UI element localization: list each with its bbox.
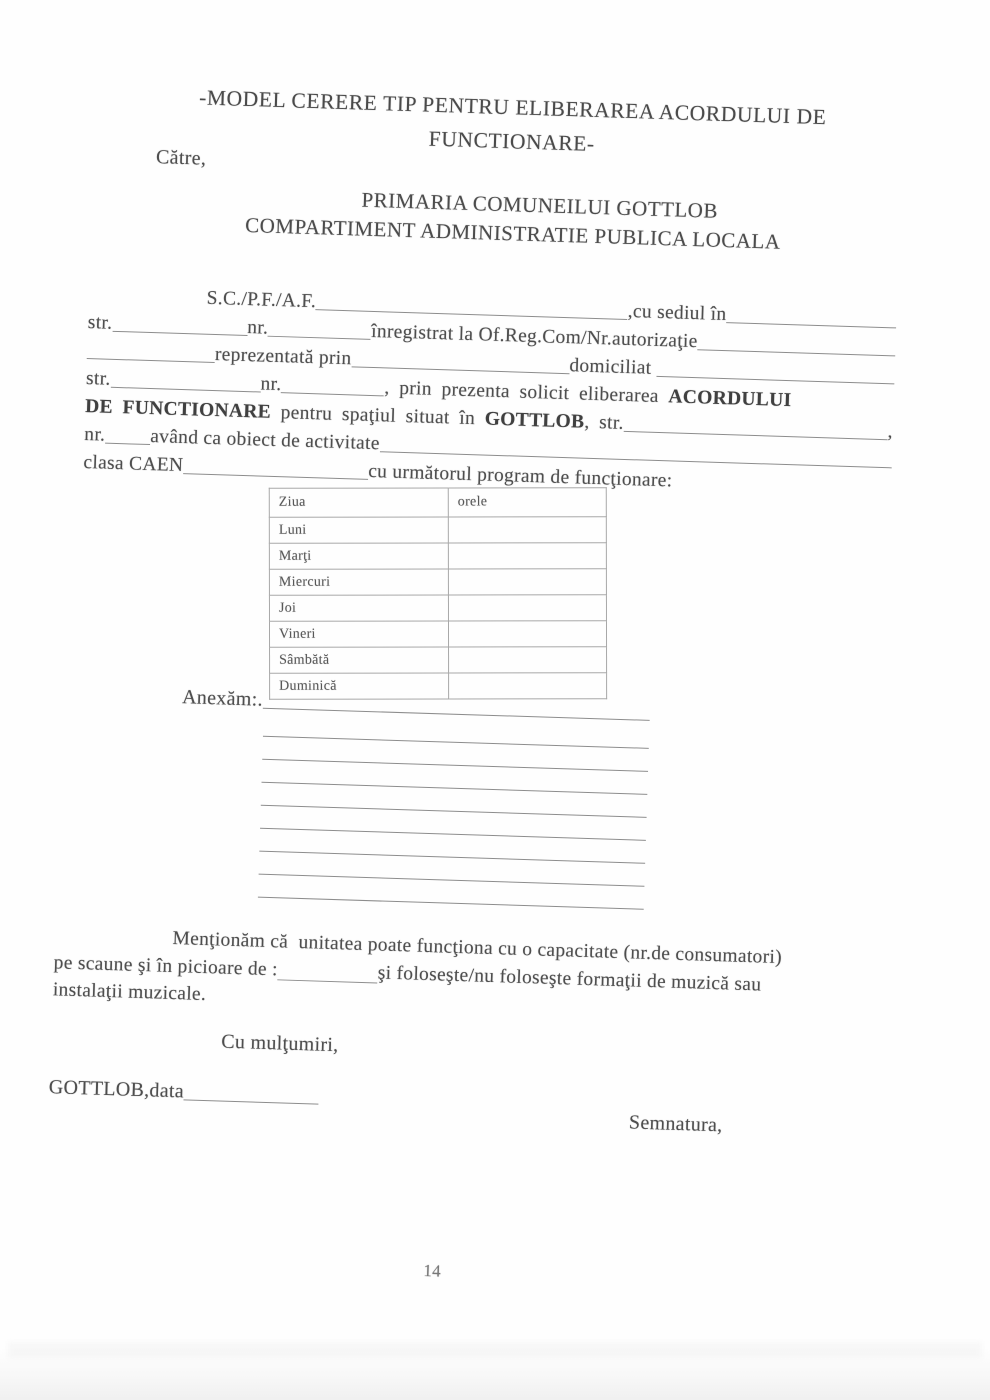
music-text: şi foloseşte/nu foloseşte formaţii de muzică sau (377, 961, 762, 996)
de-functionare-bold-text: DE FUNCTIONARE (84, 396, 272, 423)
hours-cell (449, 647, 607, 673)
place-date-label: GOTTLOB,data (48, 1076, 185, 1103)
capacity-label: pe scaune şi în picioare de : (53, 951, 279, 980)
attachments-blank-lines (258, 714, 650, 910)
day-column-header: Ziua (269, 488, 448, 517)
table-row (270, 647, 607, 674)
table-row (269, 621, 606, 648)
number-label: nr. (246, 317, 269, 339)
street2-blank-field (110, 375, 260, 393)
continuation-blank-field (87, 346, 215, 363)
caen-class-label: clasa CAEN (83, 451, 184, 477)
caen-blank-field (183, 461, 368, 480)
thanks-text: Cu mulţumiri, (220, 1030, 339, 1057)
sediu-label: ,cu sediul în (627, 300, 727, 326)
attachments-label: Anexăm:. (181, 686, 264, 711)
date-blank-field (184, 1087, 319, 1104)
registration-label: înregistrat la Of.Reg.Com/Nr.autorizaţie (370, 320, 698, 353)
acordului-bold-text: ACORDULUI (668, 386, 792, 412)
document-title-line1: -MODEL CERERE TIP PENTRU ELIBERAREA ACORDULUI DE (198, 85, 827, 130)
day-cell: Marţi (269, 543, 448, 569)
document-title-line2: FUNCTIONARE- (428, 126, 596, 156)
scan-artifact-bottom-edge (0, 1348, 990, 1400)
schedule-header-row (269, 488, 606, 518)
hours-cell (448, 621, 606, 647)
day-cell: Joi (269, 595, 448, 621)
signature-label: Semnatura, (628, 1111, 723, 1137)
sediu-blank-field (726, 310, 896, 328)
mention-paragraph (52, 921, 874, 1029)
recipient-line2: COMPARTIMENT ADMINISTRATIE PUBLICA LOCALA (244, 212, 781, 254)
schedule-table (269, 487, 607, 700)
table-row (269, 517, 606, 544)
street3-label: , str. (584, 411, 625, 434)
gottlob-bold-text: GOTTLOB (484, 408, 585, 433)
street-label: str. (87, 312, 113, 334)
mention-line1: Menţionăm că unitatea poate funcţiona cu o capacitate (nr.de consumatori) (172, 928, 783, 969)
day-cell: Miercuri (269, 569, 448, 595)
capacity-blank-field (277, 967, 377, 983)
recipient-line1: PRIMARIA COMUNEILUI GOTTLOB (361, 187, 719, 223)
trailing-comma: , (887, 421, 894, 443)
hours-cell (448, 595, 606, 621)
form-paragraph (83, 278, 897, 499)
request-text: , prin prezenta solicit eliberarea (384, 377, 669, 408)
document-content (34, 81, 953, 1368)
day-cell: Duminică (270, 673, 449, 699)
located-in-text: pentru spaţiul situat în (270, 401, 486, 430)
represented-by-label: reprezentată prin (214, 344, 352, 370)
place-date-row (48, 1073, 339, 1108)
domicile-label: domiciliat (569, 355, 657, 379)
street2-label: str. (85, 368, 111, 390)
number2-label: nr. (260, 373, 282, 396)
mention-line3: instalaţii muzicale. (52, 979, 207, 1006)
hours-cell (448, 569, 606, 595)
table-row (269, 569, 606, 596)
number3-blank-field (105, 431, 150, 445)
page-number: 14 (423, 1261, 442, 1281)
hours-cell (448, 517, 606, 543)
schedule-intro-text: cu următorul program de funcţionare: (367, 460, 673, 492)
company-label: S.C./P.F./A.F. (206, 287, 317, 313)
hours-column-header: orele (448, 488, 606, 517)
street-blank-field (112, 319, 247, 336)
salutation: Către, (155, 146, 207, 170)
number-blank-field (268, 324, 371, 340)
hours-cell (448, 543, 606, 569)
number3-label: nr. (84, 423, 106, 446)
day-cell: Luni (269, 517, 448, 543)
table-row (269, 543, 606, 570)
day-cell: Vineri (269, 621, 448, 647)
activity-object-label: având ca obiect de activitate (149, 426, 381, 455)
number2-blank-field (281, 380, 384, 396)
day-cell: Sâmbătă (270, 647, 449, 673)
table-row (269, 595, 606, 622)
